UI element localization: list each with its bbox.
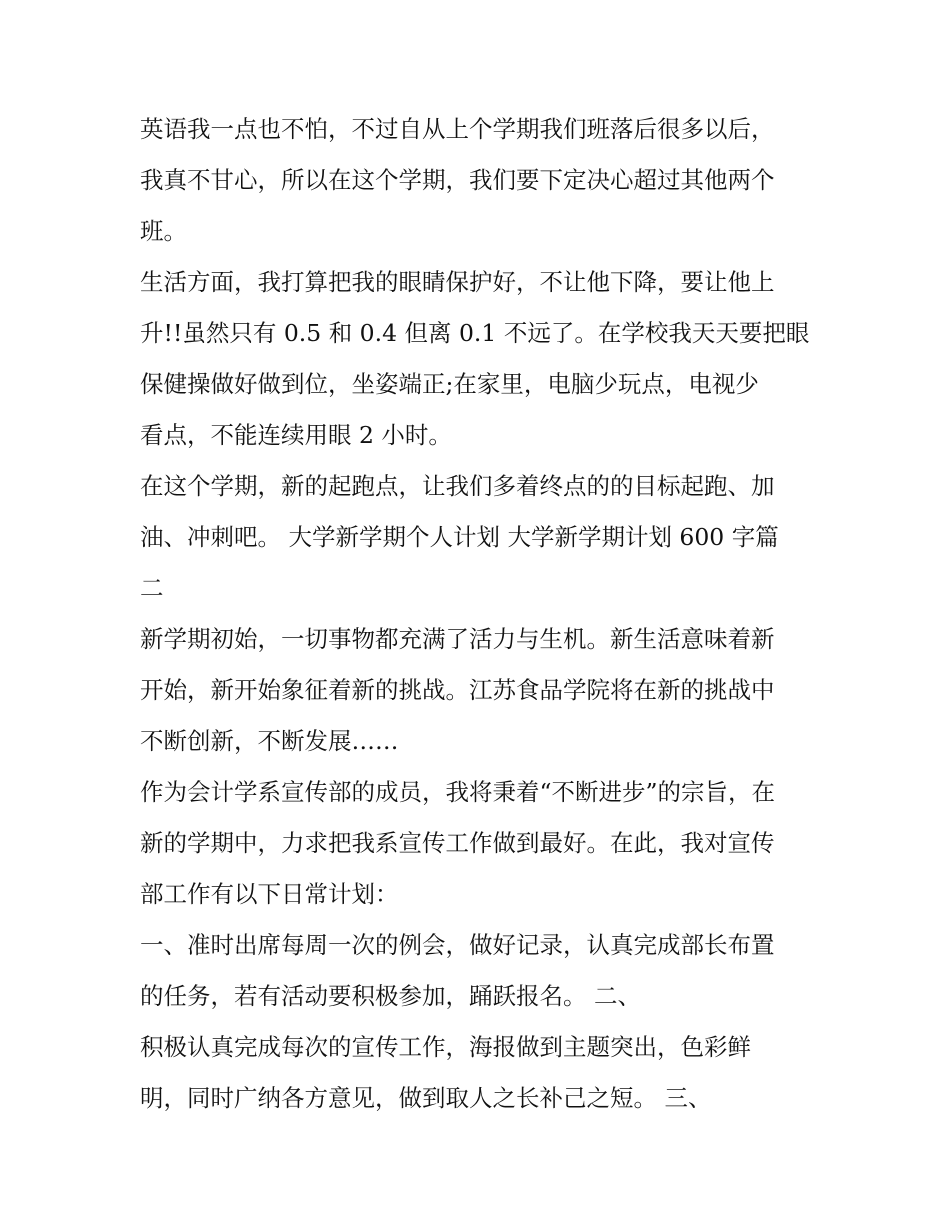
document-body — [140, 104, 820, 1124]
text-line: 升!!虽然只有 0.5 和 0.4 但离 0.1 不远了。在学校我天天要把眼 — [140, 319, 810, 347]
text-line: 新的学期中，力求把我系宣传工作做到最好。在此，我对宣传 — [140, 829, 775, 857]
text-line: 班。 — [140, 217, 187, 245]
text-line: 开始，新开始象征着新的挑战。江苏食品学院将在新的挑战中 — [140, 676, 775, 704]
text-line: 保健操做好做到位，坐姿端正;在家里，电脑少玩点，电视少 — [140, 370, 759, 398]
text-line: 我真不甘心，所以在这个学期，我们要下定决心超过其他两个 — [140, 166, 775, 194]
text-line: 英语我一点也不怕，不过自从上个学期我们班落后很多以后， — [140, 115, 775, 143]
text-line: 油、冲刺吧。 大学新学期个人计划 大学新学期计划 600 字篇 — [140, 523, 779, 551]
text-line: 二 — [140, 574, 164, 602]
text-line: 看点，不能连续用眼 2 小时。 — [140, 421, 452, 449]
text-line: 明，同时广纳各方意见，做到取人之长补己之短。 三、 — [140, 1084, 712, 1112]
text-line: 作为会计学系宣传部的成员，我将秉着“不断进步”的宗旨，在 — [140, 778, 776, 806]
text-line: 在这个学期，新的起跑点，让我们多着终点的的目标起跑、加 — [140, 472, 775, 500]
text-line: 积极认真完成每次的宣传工作，海报做到主题突出，色彩鲜 — [140, 1033, 751, 1061]
text-line: 生活方面，我打算把我的眼睛保护好，不让他下降，要让他上 — [140, 268, 775, 296]
text-line: 新学期初始，一切事物都充满了活力与生机。新生活意味着新 — [140, 625, 775, 653]
text-line: 部工作有以下日常计划： — [140, 880, 399, 908]
text-line: 不断创新，不断发展…… — [140, 727, 399, 755]
text-line: 的任务，若有活动要积极参加，踊跃报名。 二、 — [140, 982, 641, 1010]
text-line: 一、准时出席每周一次的例会，做好记录，认真完成部长布置 — [140, 931, 775, 959]
